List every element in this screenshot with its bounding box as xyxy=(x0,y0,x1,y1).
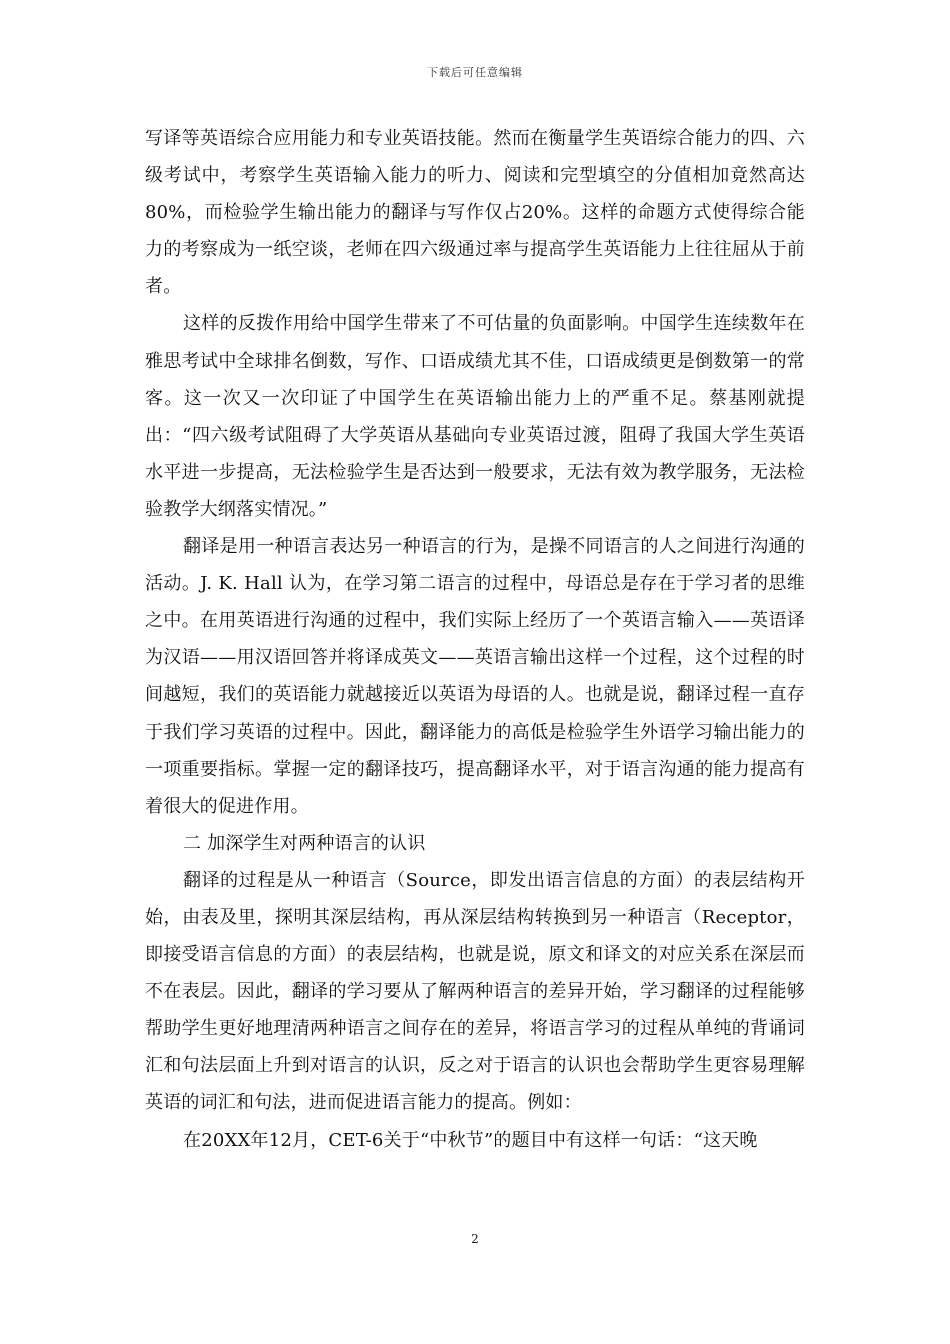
document-body xyxy=(145,120,805,1159)
section-heading: 二 加深学生对两种语言的认识 xyxy=(183,832,426,854)
page-number: 2 xyxy=(471,1232,479,1246)
paragraph-1: 写译等英语综合应用能力和专业英语技能。然而在衡量学生英语综合能力的四、六级考试中，考察学生英语输入能力的听力、阅读和完型填空的分值相加竟然高达80%，而检验学生输出能力的翻译与写作仅占20%。这样的命题方式使得综合能力的考察成为一纸空谈，老师在四六级通过率与提高学生英语能力上往往屈从于前者。 xyxy=(145,128,805,298)
paragraph-3: 翻译是用一种语言表达另一种语言的行为，是操不同语言的人之间进行沟通的活动。J. K. Hall 认为，在学习第二语言的过程中，母语总是存在于学习者的思维之中。在用英语进行沟通的过程中，我们实际上经历了一个英语言输入——英语译为汉语——用汉语回答并将译成英文——英语言输出这样一个过程，这个过程的时间越短，我们的英语能力就越接近以英语为母语的人。也就是说，翻译过程一直存于我们学习英语的过程中。因此，翻译能力的高低是检验学生外语学习输出能力的一项重要指标。掌握一定的翻译技巧，提高翻译水平，对于语言沟通的能力提高有着很大的促进作用。 xyxy=(145,536,805,817)
paragraph-5: 在20XX年12月，CET-6关于“中秋节”的题目中有这样一句话：“这天晚 xyxy=(183,1129,758,1151)
paragraph-4: 翻译的过程是从一种语言（Source，即发出语言信息的方面）的表层结构开始，由表及里，探明其深层结构，再从深层结构转换到另一种语言（Receptor，即接受语言信息的方面）的表层结构，也就是说，原文和译文的对应关系在深层而不在表层。因此，翻译的学习要从了解两种语言的差异开始，学习翻译的过程能够帮助学生更好地理清两种语言之间存在的差异，将语言学习的过程从单纯的背诵词汇和句法层面上升到对语言的认识，反之对于语言的认识也会帮助学生更容易理解英语的词汇和句法，进而促进语言能力的提高。例如： xyxy=(145,869,805,1114)
paragraph-2: 这样的反拨作用给中国学生带来了不可估量的负面影响。中国学生连续数年在雅思考试中全球排名倒数，写作、口语成绩尤其不佳，口语成绩更是倒数第一的常客。这一次又一次印证了中国学生在英语输出能力上的严重不足。蔡基刚就提出：“四六级考试阻碍了大学英语从基础向专业英语过渡，阻碍了我国大学生英语水平进一步提高，无法检验学生是否达到一般要求，无法有效为教学服务，无法检验教学大纲落实情况。” xyxy=(145,313,805,520)
page-header: 下载后可任意编辑 xyxy=(427,66,523,79)
